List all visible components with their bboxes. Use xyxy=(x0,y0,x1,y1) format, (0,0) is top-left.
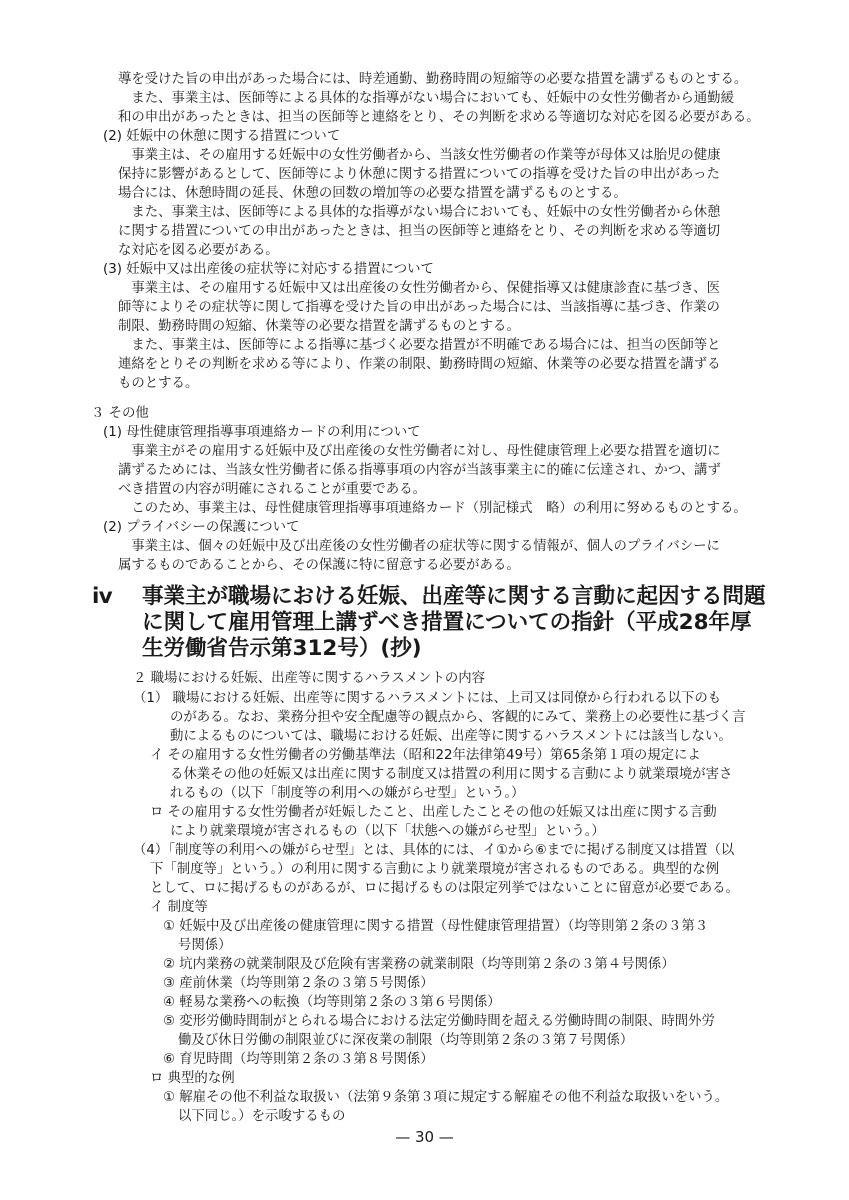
text-line: により就業環境が害されるもの（以下「状態への嫌がらせ型」という。） xyxy=(170,824,605,839)
text-line: 制限、勤務時間の短縮、休業等の必要な措置を講ずるものとする。 xyxy=(118,319,520,334)
text-line: 属するものであることから、その保護に特に留意する必要がある。 xyxy=(118,558,520,573)
text-line: ① 解雇その他不利益な取扱い（法第９条第３項に規定する解雇その他不利益な取扱いをいう。 xyxy=(163,1090,729,1105)
text-line: れるもの（以下「制度等の利用への嫌がらせ型」という。） xyxy=(170,786,525,801)
text-line: ⑥ 育児時間（均等則第２条の３第８号関係） xyxy=(163,1052,434,1067)
text-line: (2) プライバシーの保護について xyxy=(103,520,300,535)
text-line: 事業主がその雇用する妊娠中及び出産後の女性労働者に対し、母性健康管理上必要な措置を適切に xyxy=(118,444,721,459)
text-line: ３ その他 xyxy=(91,406,149,421)
text-line: 講ずるためには、当該女性労働者に係る指導事項の内容が当該事業主に的確に伝達され、かつ、講ず xyxy=(118,463,721,478)
text-line: 下「制度等」という。）の利用に関する言動により就業環境が害されるものである。典型的な例 xyxy=(150,862,720,877)
text-line: ① 妊娠中及び出産後の健康管理に関する措置（母性健康管理措置）（均等則第２条の３第３ xyxy=(163,919,709,934)
text-line: 導を受けた旨の申出があった場合には、時差通勤、勤務時間の短縮等の必要な措置を講ずるものとする。 xyxy=(118,72,748,87)
text-line: 事業主は、その雇用する妊娠中の女性労働者から、当該女性労働者の作業等が母体又は胎児の健康 xyxy=(118,148,721,163)
text-line: 動によるものについては、職場における妊娠、出産等に関するハラスメントには該当しない。 xyxy=(170,729,732,744)
text-line: ロ 典型的な例 xyxy=(150,1071,235,1086)
page-number: — 30 — xyxy=(395,1128,454,1146)
text-line: このため、事業主は、母性健康管理指導事項連絡カード（別記様式 略）の利用に努めるものとする。 xyxy=(118,501,747,516)
text-line: 以下同じ。）を示唆するもの xyxy=(178,1109,346,1124)
text-line: （1） 職場における妊娠、出産等に関するハラスメントには、上司又は同僚から行われる以下のも xyxy=(133,691,722,706)
text-line: 働及び休日労働の制限並びに深夜業の制限（均等則第２条の３第７号関係） xyxy=(178,1033,634,1048)
text-line: (2) 妊娠中の休憩に関する措置について xyxy=(103,129,341,144)
text-line: べき措置の内容が明確にされることが重要である。 xyxy=(118,482,426,497)
text-line: また、事業主は、医師等による指導に基づく必要な措置が不明確である場合には、担当の医師等と xyxy=(118,338,721,353)
text-line: ２ 職場における妊娠、出産等に関するハラスメントの内容 xyxy=(133,671,486,686)
text-line: ⑤ 変形労働時間制がとられる場合における法定労働時間を超える労働時間の制限、時間外労 xyxy=(163,1014,715,1029)
text-line: イ 制度等 xyxy=(150,900,208,915)
text-line: また、事業主は、医師等による具体的な指導がない場合においても、妊娠中の女性労働者から休憩 xyxy=(118,205,721,220)
text-line: イ その雇用する女性労働者の労働基準法（昭和22年法律第49号）第65条第１項の規定によ xyxy=(150,748,701,763)
text-line: また、事業主は、医師等による具体的な指導がない場合においても、妊娠中の女性労働者から通勤緩 xyxy=(118,91,734,106)
text-line: として、ロに掲げるものがあるが、ロに掲げるものは限定列挙ではないことに留意が必要である。 xyxy=(150,881,739,896)
section-heading-line: 事業主が職場における妊娠、出産等に関する言動に起因する問題 xyxy=(142,584,766,609)
section-heading-number: ⅳ xyxy=(92,584,114,609)
section-heading-line: 生労働省告示第312号）(抄) xyxy=(142,636,422,661)
text-line: 保持に影響があるとして、医師等により休憩に関する措置についての指導を受けた旨の申出があった xyxy=(118,167,720,182)
text-line: 和の申出があったときは、担当の医師等と連絡をとり、その判断を求める等適切な対応を図る必要がある。 xyxy=(118,110,760,125)
text-line: 場合には、休憩時間の延長、休憩の回数の増加等の必要な措置を講ずるものとする。 xyxy=(118,186,627,201)
text-line: ③ 産前休業（均等則第２条の３第５号関係） xyxy=(163,976,434,991)
text-line: (3) 妊娠中又は出産後の症状等に対応する措置について xyxy=(103,262,434,277)
text-line: ものとする。 xyxy=(118,376,199,391)
text-line: に関する措置についての申出があったときは、担当の医師等と連絡をとり、その判断を求める等適切 xyxy=(118,224,721,239)
text-line: 号関係） xyxy=(178,938,232,953)
text-line: ② 坑内業務の就業制限及び危険有害業務の就業制限（均等則第２条の３第４号関係） xyxy=(163,957,675,972)
text-line: 師等によりその症状等に関して指導を受けた旨の申出があった場合には、当該指導に基づき、作業の xyxy=(118,300,720,315)
section-heading-line: に関して雇用管理上講ずべき措置についての指針（平成28年厚 xyxy=(142,610,752,635)
text-line: 連絡をとりその判断を求める等により、作業の制限、勤務時間の短縮、休業等の必要な措置を講ずる xyxy=(118,357,721,372)
text-line: 事業主は、その雇用する妊娠中又は出産後の女性労働者から、保健指導又は健康診査に基づき、医 xyxy=(118,281,721,296)
text-line: る休業その他の妊娠又は出産に関する制度又は措置の利用に関する言動により就業環境が害さ xyxy=(170,767,733,782)
text-line: ロ その雇用する女性労働者が妊娠したこと、出産したことその他の妊娠又は出産に関する言動 xyxy=(150,805,717,820)
text-line: (1) 母性健康管理指導事項連絡カードの利用について xyxy=(103,425,421,440)
text-line: 事業主は、個々の妊娠中及び出産後の女性労働者の症状等に関する情報が、個人のプライバシーに xyxy=(118,539,720,554)
text-line: （4）「制度等の利用への嫌がらせ型」とは、具体的には、イ①から⑥までに掲げる制度又は措置（以 xyxy=(133,843,735,858)
text-line: のがある。なお、業務分担や安全配慮等の観点から、客観的にみて、業務上の必要性に基づく言 xyxy=(170,710,746,725)
text-line: ④ 軽易な業務への転換（均等則第２条の３第６号関係） xyxy=(163,995,501,1010)
text-line: な対応を図る必要がある。 xyxy=(118,243,279,258)
